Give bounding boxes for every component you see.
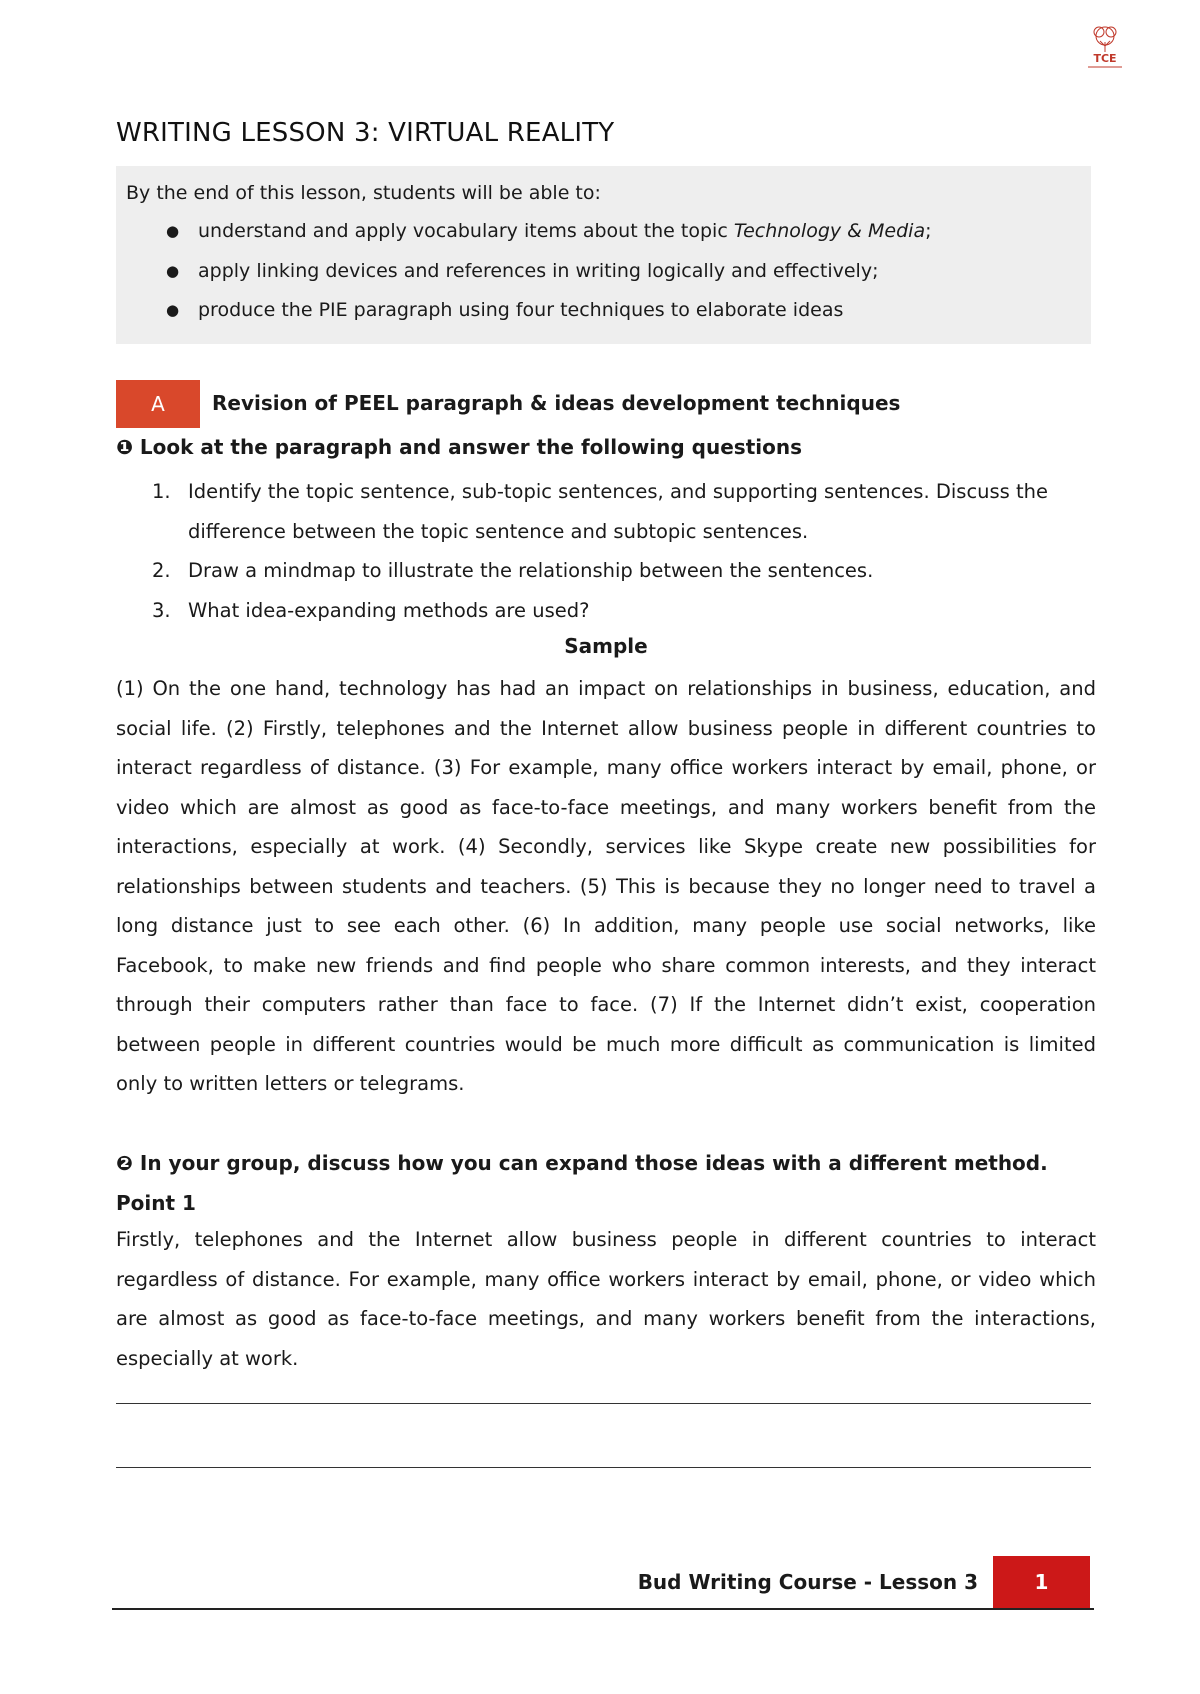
objective-item: ● produce the PIE paragraph using four techniques to elaborate ideas (166, 299, 844, 321)
answer-line[interactable] (116, 1403, 1091, 1404)
footer-course-title: Bud Writing Course - Lesson 3 (637, 1570, 978, 1594)
section-a-header (116, 380, 1016, 428)
question-item (116, 591, 1096, 631)
task-2-heading: ❷ In your group, discuss how you can expand those ideas with a different method. (116, 1151, 1048, 1175)
sample-title: Sample (564, 634, 648, 658)
question-number: 2. (152, 559, 171, 582)
page-title: WRITING LESSON 3: VIRTUAL REALITY (116, 118, 615, 148)
point-1-title: Point 1 (116, 1191, 196, 1215)
objective-emphasis: Technology & Media (733, 220, 926, 242)
objectives-list (126, 218, 1081, 323)
objective-item: ● understand and apply vocabulary items about the topic Technology & Media; (166, 220, 932, 242)
question-item (116, 551, 1096, 591)
page-number-badge: 1 (993, 1556, 1090, 1608)
bullet-icon: ● (166, 222, 180, 240)
learning-objectives-box (116, 166, 1091, 344)
answer-line[interactable] (116, 1467, 1091, 1468)
bullet-icon: ● (166, 261, 180, 280)
logo-text: TCE (1093, 52, 1117, 65)
objectives-intro: By the end of this lesson, students will be able to: (126, 182, 601, 204)
section-heading: Revision of PEEL paragraph & ideas development techniques (212, 391, 901, 415)
footer-divider (112, 1608, 1094, 1610)
bullet-icon: ● (166, 301, 180, 319)
question-item (116, 472, 1096, 551)
question-number: 3. (152, 598, 171, 622)
question-text: Draw a mindmap to illustrate the relationship between the sentences. (188, 559, 874, 582)
section-letter-badge: A (116, 380, 200, 428)
question-list (116, 472, 1096, 630)
objective-item: ● apply linking devices and references in writing logically and effectively; (166, 259, 879, 282)
question-number: 1. (152, 480, 171, 503)
point-1-paragraph: Firstly, telephones and the Internet allow business people in different countries to interact regardless of distance. For example, many office workers interact by email, phone, or video which are almost as good as face-to-face meetings, and many workers benefit from the interactions, especially at work. (116, 1228, 1096, 1370)
task-1-heading: ❶ Look at the paragraph and answer the following questions (116, 435, 803, 459)
tce-logo (1080, 22, 1130, 74)
sample-paragraph: (1) On the one hand, technology has had an impact on relationships in business, education, and social life. (2) Firstly, telephones and the Internet allow business people in different countries to interact regardless of distance. (3) For example, many office workers interact by email, phone, or video which are almost as good as face-to-face meetings, and many workers benefit from the interactions, especially at work. (4) Secondly, services like Skype create new possibilities for relationships between students and teachers. (5) This is because they no longer need to travel a long distance just to see each other. (6) In addition, many people use social networks, like Facebook, to make new friends and find people who share common interests, and they interact through their computers rather than face to face. (7) If the Internet didn’t exist, cooperation between people in different countries would be much more difficult as communication is limited only to written letters or telegrams. (116, 677, 1096, 1095)
question-text: Identify the topic sentence, sub-topic sentences, and supporting sentences. Discuss the difference between the topic sentence and subtopic sentences. (188, 480, 1049, 543)
question-text: What idea-expanding methods are used? (188, 598, 590, 622)
